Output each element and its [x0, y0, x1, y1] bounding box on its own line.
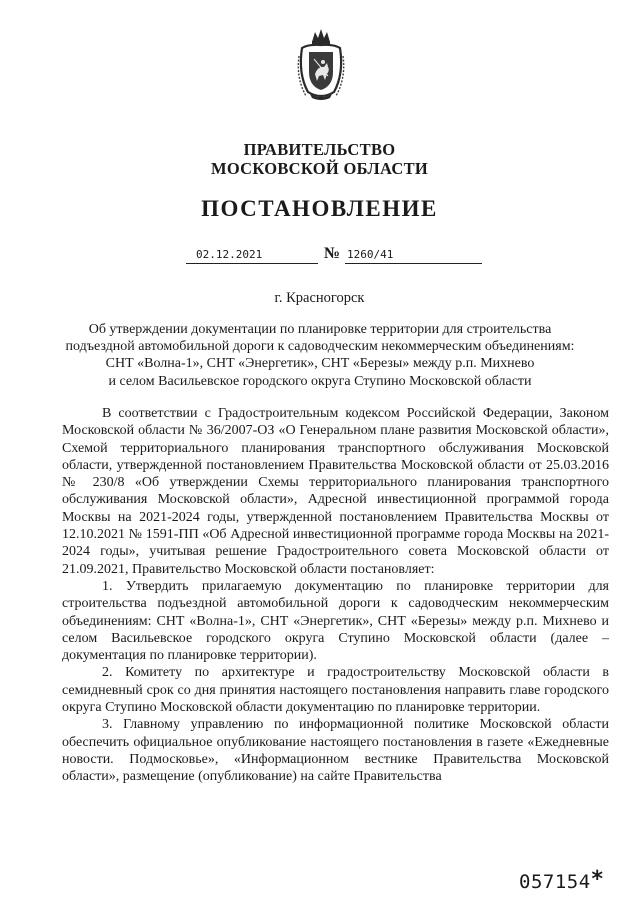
serial-digits: 057154: [519, 871, 591, 893]
city-name: г. Красногорск: [274, 290, 365, 306]
subject-line: СНТ «Волна-1», СНТ «Энергетик», СНТ «Березы» между р.п. Михнево: [105, 356, 535, 372]
subject-line: и селом Васильевское городского округа Ступино Московской области: [108, 373, 532, 389]
decree-date: 02.12.2021: [186, 248, 318, 264]
asterisk-mark: *: [590, 867, 605, 892]
government-title-line2: МОСКОВСКОЙ ОБЛАСТИ: [210, 159, 429, 178]
document-type-title: ПОСТАНОВЛЕНИЕ: [201, 196, 438, 221]
preamble-paragraph: В соответствии с Градостроительным кодексом Российской Федерации, Законом Московской области № 36/2007-ОЗ «О Генеральном плане развития Московской области», Схемой территориального планирования транспортного обслуживания Московской области, утвержденной постановлением Правительства Московской области от 25.03.2016 № 230/8 «Об утверждении Схемы территориального планирования транспортного обслуживания Московской области», Адресной инвестиционной программой города Москвы на 2021-2024 годы, утвержденной постановлением Правительства Москвы от 12.10.2021 № 1591-ПП «Об Адресной инвестиционной программе города Москвы на 2021-2024 годы», учитывая решение Градостроительного совета Московской области от 21.09.2021, Правительство Московской области постановляет:: [62, 406, 609, 577]
serial-number: [519, 867, 604, 893]
decree-subject: [60, 321, 580, 390]
clause-2-paragraph: 2. Комитету по архитектуре и градостроительству Московской области в семидневный срок со дня принятия настоящего постановления направить главе городского округа Ступино Московской области документацию по планировке территории.: [62, 665, 609, 716]
subject-line: подъездной автомобильной дороги к садоводческим некоммерческим объединениям:: [65, 339, 575, 355]
clause-1-paragraph: 1. Утвердить прилагаемую документацию по планировке территории для строительства подъездной автомобильной дороги к садоводческим некоммерческим объединениям: СНТ «Волна-1», СНТ «Энергетик», СНТ «Березы» между р.п. Михнево и селом Васильевское городского округа Ступино Московской области (далее – документация по планировке территории).: [62, 578, 609, 664]
subject-line: Об утверждении документации по планировке территории для строительства: [88, 322, 552, 337]
date-number-line: [0, 245, 639, 267]
coat-of-arms-icon: [294, 26, 348, 102]
number-sign: №: [324, 245, 341, 262]
decree-number: 1260/41: [345, 248, 482, 264]
decree-body: [62, 405, 609, 786]
clause-3-paragraph: 3. Главному управлению по информационной политике Московской области обеспечить официальное опубликование настоящего постановления в газете «Ежедневные новости. Подмосковье», «Информационном вестнике Правительства Московской области», размещение (опубликование) на сайте Правительства: [62, 717, 609, 785]
government-title-line1: ПРАВИТЕЛЬСТВО: [243, 140, 396, 159]
